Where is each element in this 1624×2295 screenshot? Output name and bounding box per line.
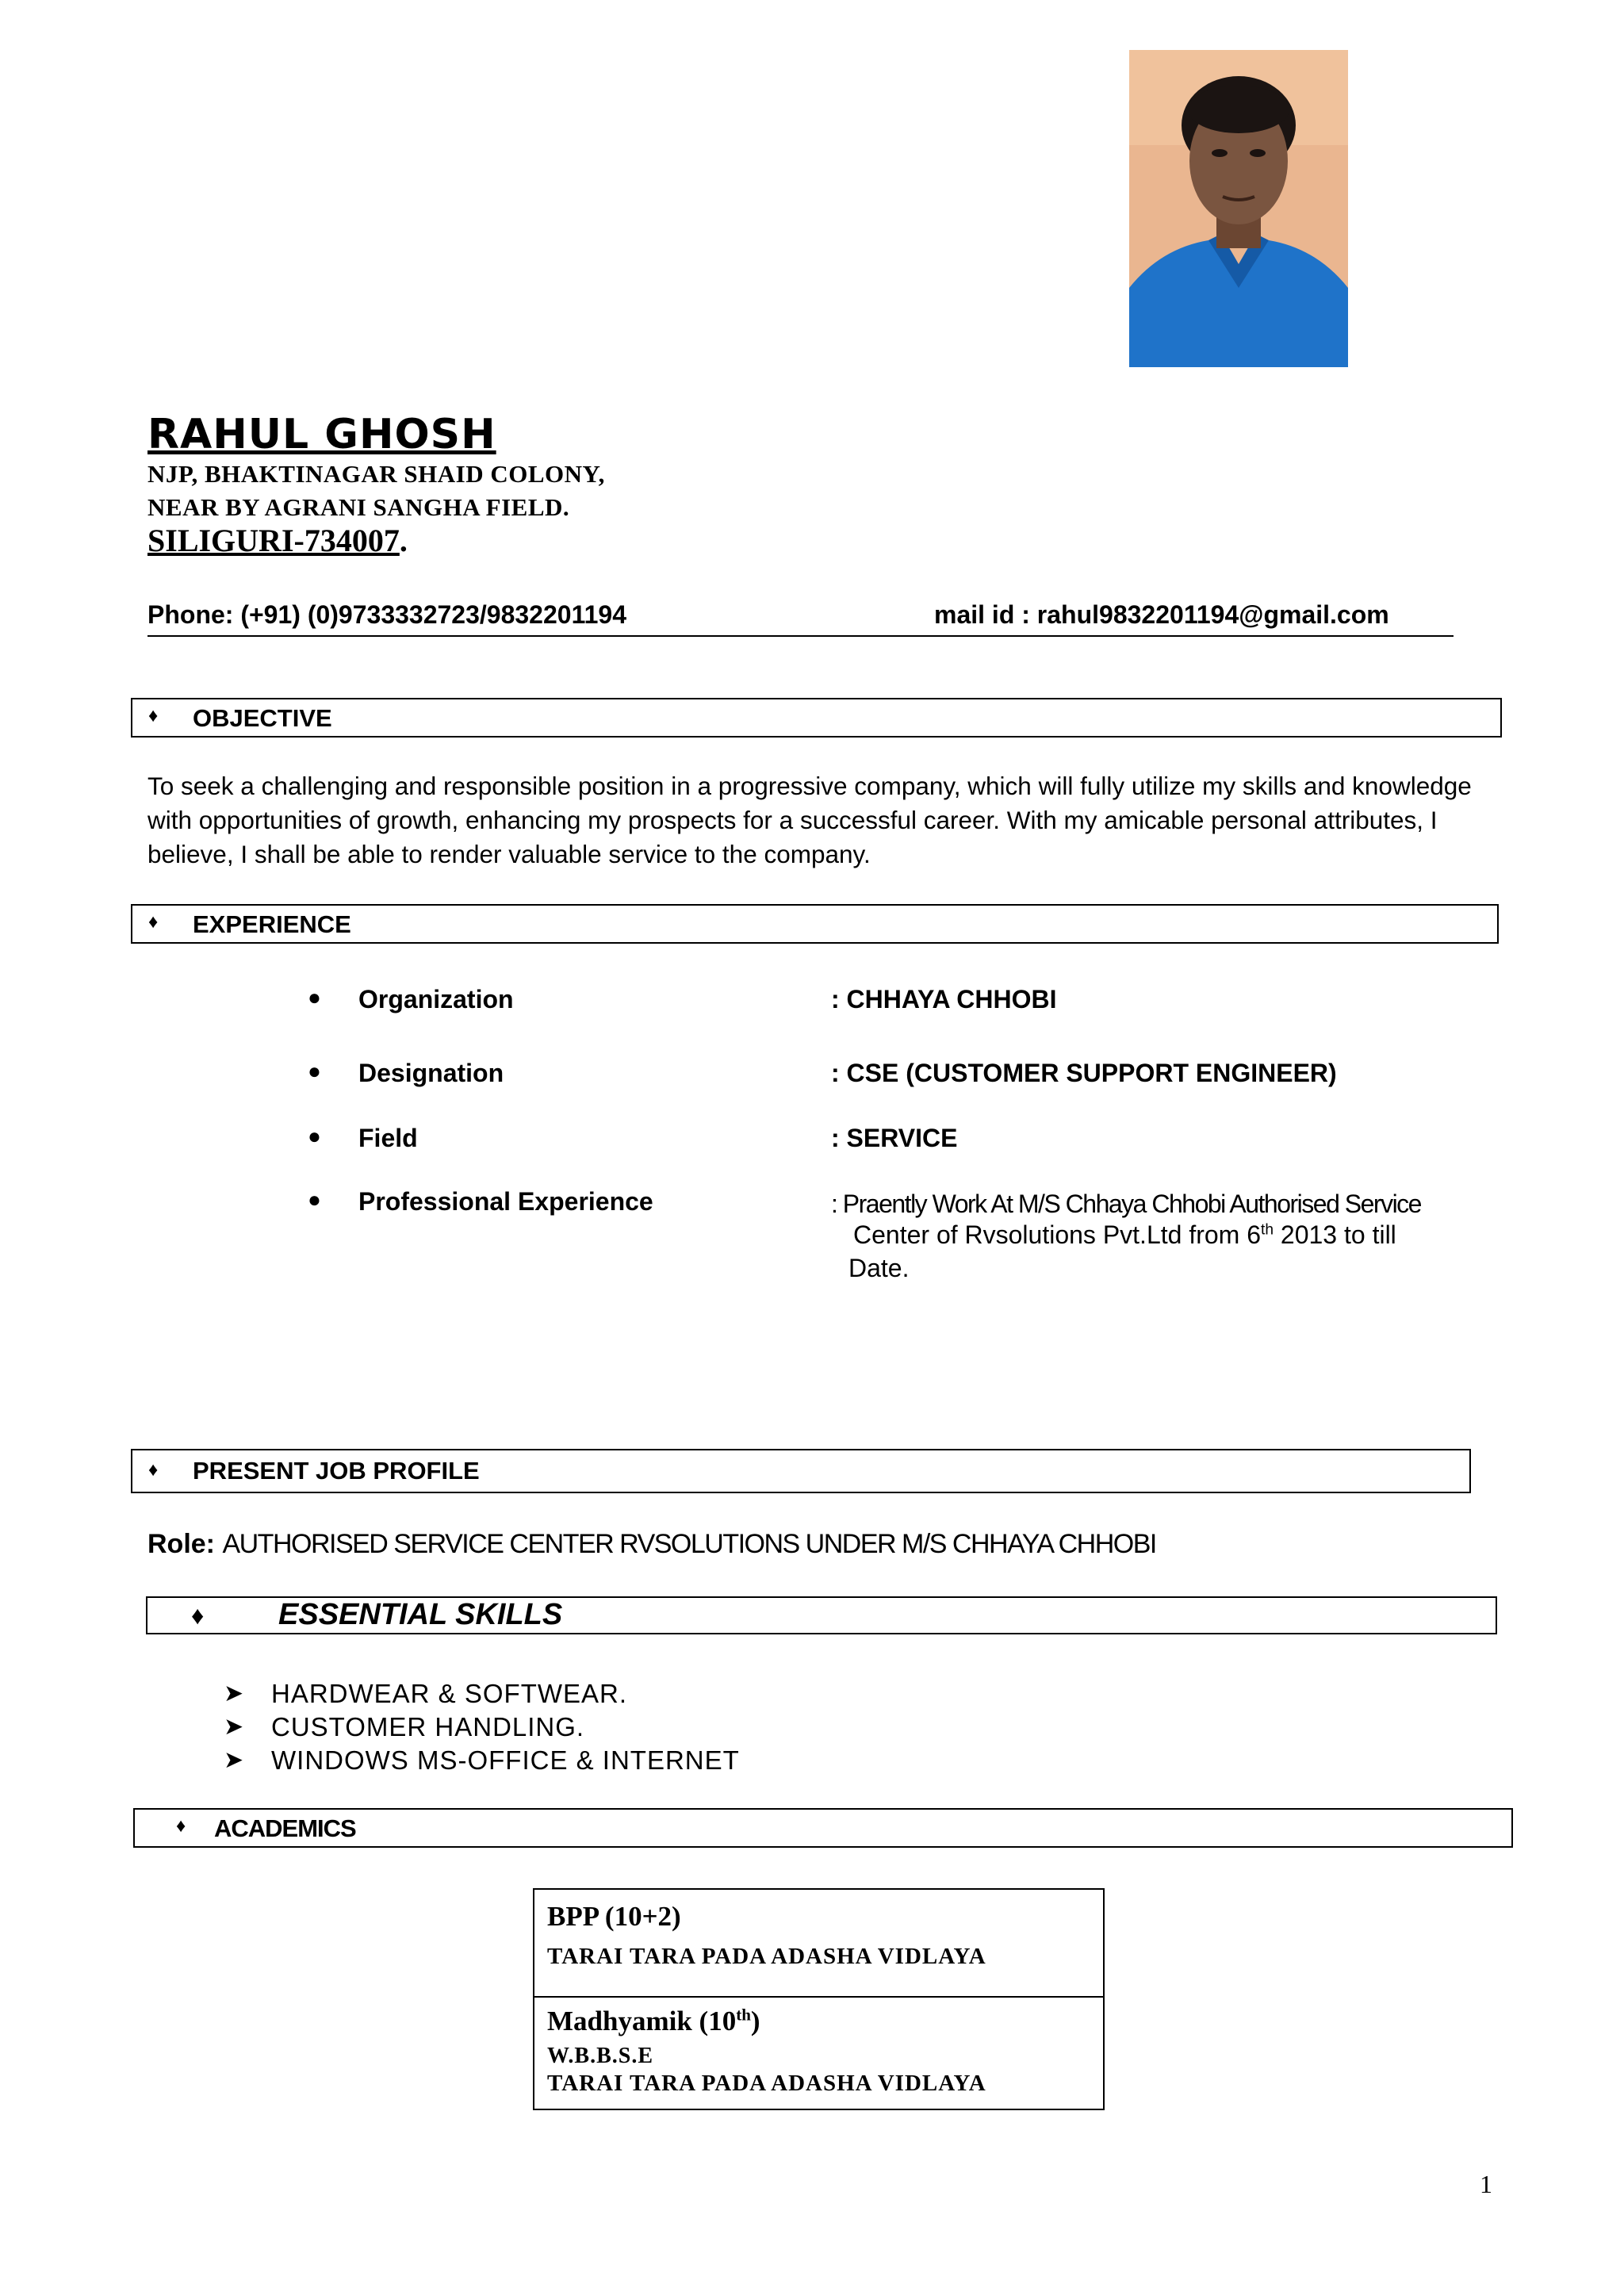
- arrowhead-icon: ➤: [224, 1680, 245, 1707]
- list-item: [224, 1744, 740, 1777]
- ordinal-suffix: th: [1261, 1221, 1274, 1239]
- experience-value-line-2: [853, 1220, 1396, 1250]
- city-suffix: .: [399, 523, 408, 558]
- address-line-1: NJP, BHAKTINAGAR SHAID COLONY,: [147, 460, 605, 488]
- experience-value: : CHHAYA CHHOBI: [831, 985, 1057, 1013]
- academics-level: [547, 2006, 1103, 2037]
- academics-level: BPP (10+2): [547, 1901, 681, 1932]
- section-header-academics: [133, 1808, 1513, 1848]
- dot-icon: ●: [308, 985, 321, 1010]
- section-header-experience: [131, 904, 1499, 944]
- academics-school: TARAI TARA PADA ADASHA VIDLAYA: [547, 2071, 986, 2096]
- dot-icon: ●: [308, 1187, 321, 1212]
- academics-level-text: Madhyamik (10: [547, 2006, 737, 2036]
- section-title: OBJECTIVE: [193, 704, 332, 732]
- skills-list: [224, 1677, 740, 1777]
- academics-row: [534, 1998, 1103, 2109]
- academics-row: [534, 1890, 1103, 1998]
- experience-label: Field: [358, 1124, 418, 1152]
- skill-text: WINDOWS MS-OFFICE & INTERNET: [271, 1745, 740, 1775]
- experience-value-text: Center of Rvsolutions Pvt.Ltd from 6: [853, 1220, 1261, 1249]
- dot-icon: ●: [308, 1124, 321, 1148]
- address-line-2: NEAR BY AGRANI SANGHA FIELD.: [147, 493, 570, 521]
- diamond-icon: ♦: [191, 1601, 205, 1630]
- experience-value-line-3: Date.: [848, 1254, 910, 1282]
- diamond-icon: ♦: [148, 912, 159, 933]
- objective-text: To seek a challenging and responsible position in a progressive company, which will fully utilize my skills and knowledge with opportunities of growth, enhancing my prospects for a successful career. With my amicable personal attributes, I believe, I shall be able to render valuable service to the company.: [147, 772, 1472, 868]
- section-header-present-job: [131, 1449, 1471, 1493]
- skill-text: HARDWEAR & SOFTWEAR.: [271, 1679, 628, 1708]
- section-title: EXPERIENCE: [193, 910, 351, 938]
- contact-line: [147, 600, 1454, 637]
- academics-board: W.B.B.S.E: [547, 2044, 654, 2068]
- list-item: [224, 1677, 740, 1711]
- section-title: ESSENTIAL SKILLS: [278, 1598, 563, 1631]
- experience-label: Designation: [358, 1059, 504, 1087]
- experience-label: Organization: [358, 985, 514, 1013]
- experience-value: : SERVICE: [831, 1124, 958, 1152]
- city-text: SILIGURI-734007: [147, 523, 400, 558]
- ordinal-suffix: th: [736, 2005, 751, 2025]
- address-city: [147, 522, 408, 559]
- role-value: AUTHORISED SERVICE CENTER RVSOLUTIONS UNDER M/S CHHAYA CHHOBI: [222, 1529, 1156, 1559]
- experience-value: : Praently Work At M/S Chhaya Chhobi Authorised Service: [831, 1190, 1421, 1218]
- diamond-icon: ♦: [148, 706, 159, 726]
- candidate-name: RAHUL GHOSH: [147, 411, 496, 458]
- arrowhead-icon: ➤: [224, 1714, 245, 1740]
- role-label: Role:: [147, 1529, 215, 1559]
- section-title: PRESENT JOB PROFILE: [193, 1457, 480, 1485]
- role-line: [147, 1529, 1156, 1560]
- section-title: ACADEMICS: [214, 1814, 356, 1842]
- section-header-skills: [146, 1596, 1497, 1634]
- profile-photo: [1129, 50, 1348, 367]
- experience-label: Professional Experience: [358, 1187, 653, 1216]
- academics-level-text: ): [750, 2006, 760, 2036]
- phone-number: Phone: (+91) (0)9733332723/9832201194: [147, 600, 626, 629]
- academics-school: TARAI TARA PADA ADASHA VIDLAYA: [547, 1944, 986, 1969]
- dot-icon: ●: [308, 1059, 321, 1083]
- academics-table: [533, 1888, 1105, 2110]
- list-item: [224, 1711, 740, 1744]
- experience-value-text: 2013 to till: [1274, 1220, 1396, 1249]
- skill-text: CUSTOMER HANDLING.: [271, 1712, 585, 1741]
- arrowhead-icon: ➤: [224, 1747, 245, 1773]
- page-number: 1: [1480, 2170, 1492, 2198]
- email-address: mail id : rahul9832201194@gmail.com: [934, 600, 1389, 629]
- experience-value: : CSE (CUSTOMER SUPPORT ENGINEER): [831, 1059, 1337, 1087]
- section-header-objective: [131, 698, 1502, 738]
- diamond-icon: ♦: [148, 1460, 159, 1481]
- diamond-icon: ♦: [176, 1816, 186, 1837]
